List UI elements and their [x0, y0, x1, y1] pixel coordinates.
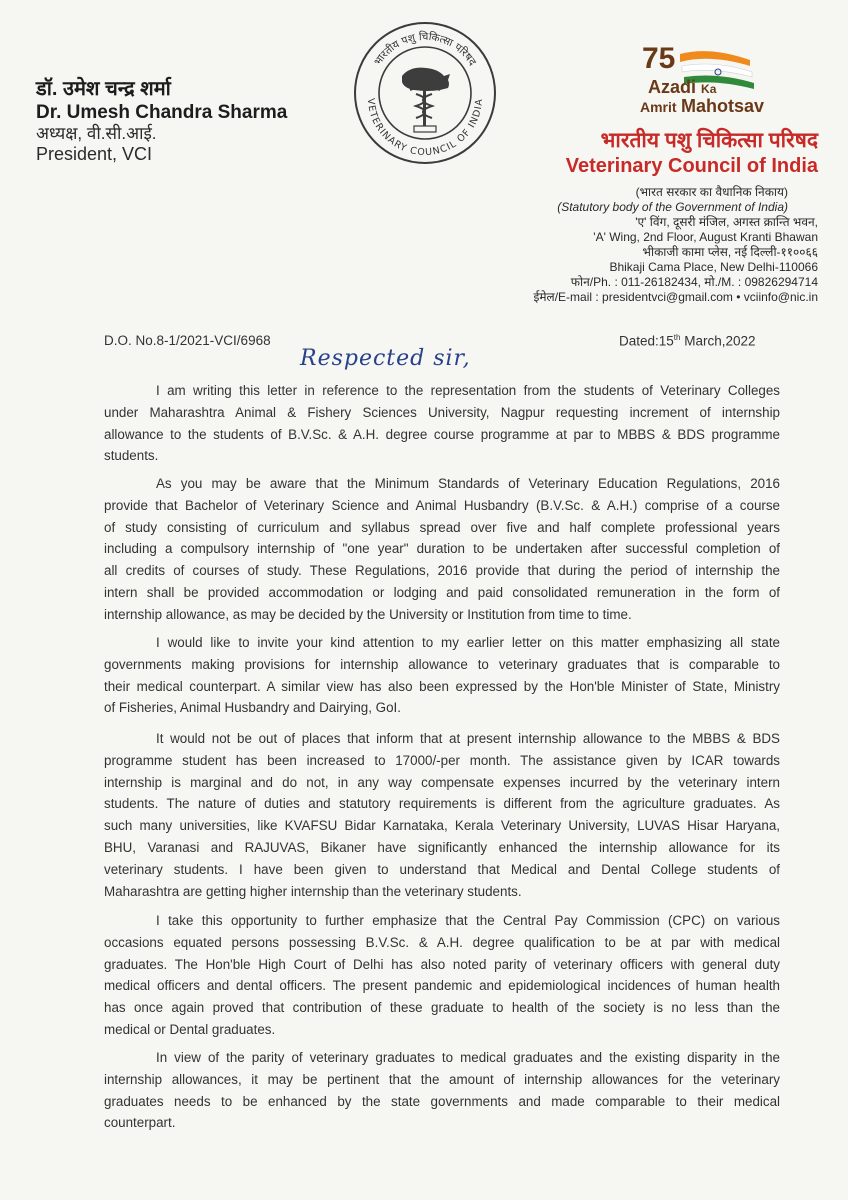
svg-text:75: 75 [642, 42, 676, 75]
sender-name: Dr. Umesh Chandra Sharma [36, 101, 288, 123]
address-english-2: Bhikaji Cama Place, New Delhi-110066 [609, 260, 818, 275]
address-hindi-2: भीकाजी कामा प्लेस, नई दिल्ली-११००६६ [642, 245, 818, 260]
paragraph-4: It would not be out of places that inform that at present internship allowance to the MBBS & BDS programme student has been increased to 17000/-per month. The assistance given by ICAR towards internship is marginal and do not, in any way compensate expenses incurred by the veterinary intern students. The nature of duties and statutory requirements is different from the agriculture graduates. As such many universities, like KVAFSU Bidar Karnataka, Kerala Veterinary University, LUVAS Hisar Haryana, BHU, Varanasi and RAJUVAS, Bikaner have significantly enhanced the internship allowance for its veterinary students. I have been given to understand that Medical and Dental College students of Maharashtra are getting higher internship than the veterinary students. [104, 731, 780, 899]
phone-line: फोन/Ph. : 011-26182434, मो./M. : 09826294714 [570, 275, 818, 290]
seal-text-bottom: VETERINARY COUNCIL OF INDIA [364, 97, 486, 159]
paragraph-5: I take this opportunity to further emphasize that the Central Pay Commission (CPC) on various occasions equated persons possessing B.V.Sc. & A.H. degree qualification to be at par with medical graduates. The Hon'ble High Court of Delhi has also noted parity of veterinary officers with general duty medical officers and dental officers. The present pandemic and epidemiological incidences of human health has once again proved that contribution of these graduate to health of the society is no less than the medical or Dental graduates. [104, 913, 780, 1037]
handwritten-salutation: Respected sir, [300, 346, 471, 371]
org-name: Veterinary Council of India [565, 155, 818, 178]
paragraph-2: As you may be aware that the Minimum Standards of Veterinary Education Regulations, 2016 provide that Bachelor of Veterinary Science and Animal Husbandry (B.V.Sc. & A.H.) comprise of a course of study consisting of curriculum and syllabus spread over five and half complete professional years including a compulsory internship of "one year" duration to be undertaken after successful completion of all credits of courses of study. These Regulations, 2016 provide that during the period of internship the intern shall be provided accommodation or lodging and paid consolidated remuneration in the form of internship allowance, as may be decided by the University or Institution from time to time. [104, 476, 780, 622]
sender-role: President, VCI [36, 144, 153, 165]
azadi-wordmark: Azadi Ka Amrit Mahotsav [640, 77, 765, 116]
do-number: D.O. No.8-1/2021-VCI/6968 [104, 333, 271, 348]
seal-text-top: भारतीय पशु चिकित्सा परिषद [371, 30, 479, 68]
statutory-english: (Statutory body of the Government of India) [557, 200, 788, 215]
sender-role-hindi: अध्यक्ष, वी.सी.आई. [36, 124, 157, 143]
statutory-hindi: (भारत सरकार का वैधानिक निकाय) [635, 185, 788, 200]
address-english-1: 'A' Wing, 2nd Floor, August Kranti Bhawan [593, 230, 818, 245]
svg-text:भारतीय पशु चिकित्सा परिषद [372, 30, 479, 68]
email-line: ईमेल/E-mail : presidentvci@gmail.com • vciinfo@nic.in [533, 290, 818, 305]
organization-block [458, 128, 818, 305]
address-hindi-1: 'ए' विंग, दूसरी मंजिल, अगस्त क्रान्ति भवन, [635, 215, 818, 230]
sender-block [36, 78, 326, 165]
paragraph-3: I would like to invite your kind attention to my earlier letter on this matter emphasizing all state governments making provisions for internship allowance to veterinary graduates that is comparable to their medical counterpart. A similar view has also been expressed by the Hon'ble Minister of State, Ministry of Fisheries, Animal Husbandry and Dairying, GoI. [104, 635, 780, 716]
org-name-hindi: भारतीय पशु चिकित्सा परिषद [600, 129, 818, 152]
sender-name-hindi: डॉ. उमेश चन्द्र शर्मा [36, 78, 171, 100]
letter-date: Dated:15th March,2022 [619, 333, 756, 349]
paragraph-1: I am writing this letter in reference to the representation from the students of Veterinary Colleges under Maharashtra Animal & Fishery Sciences University, Nagpur requesting increment of internship allowance to the students of B.V.Sc. & A.H. degree course programme at par to MBBS & BDS programme students. [104, 383, 780, 464]
paragraph-6: In view of the parity of veterinary graduates to medical graduates and the existing disparity in the internship allowances, it may be pertinent that the amount of internship allowances for the veterinary graduates needs to be enhanced by the state governments and made comparable to their medical counterpart. [104, 1050, 780, 1131]
